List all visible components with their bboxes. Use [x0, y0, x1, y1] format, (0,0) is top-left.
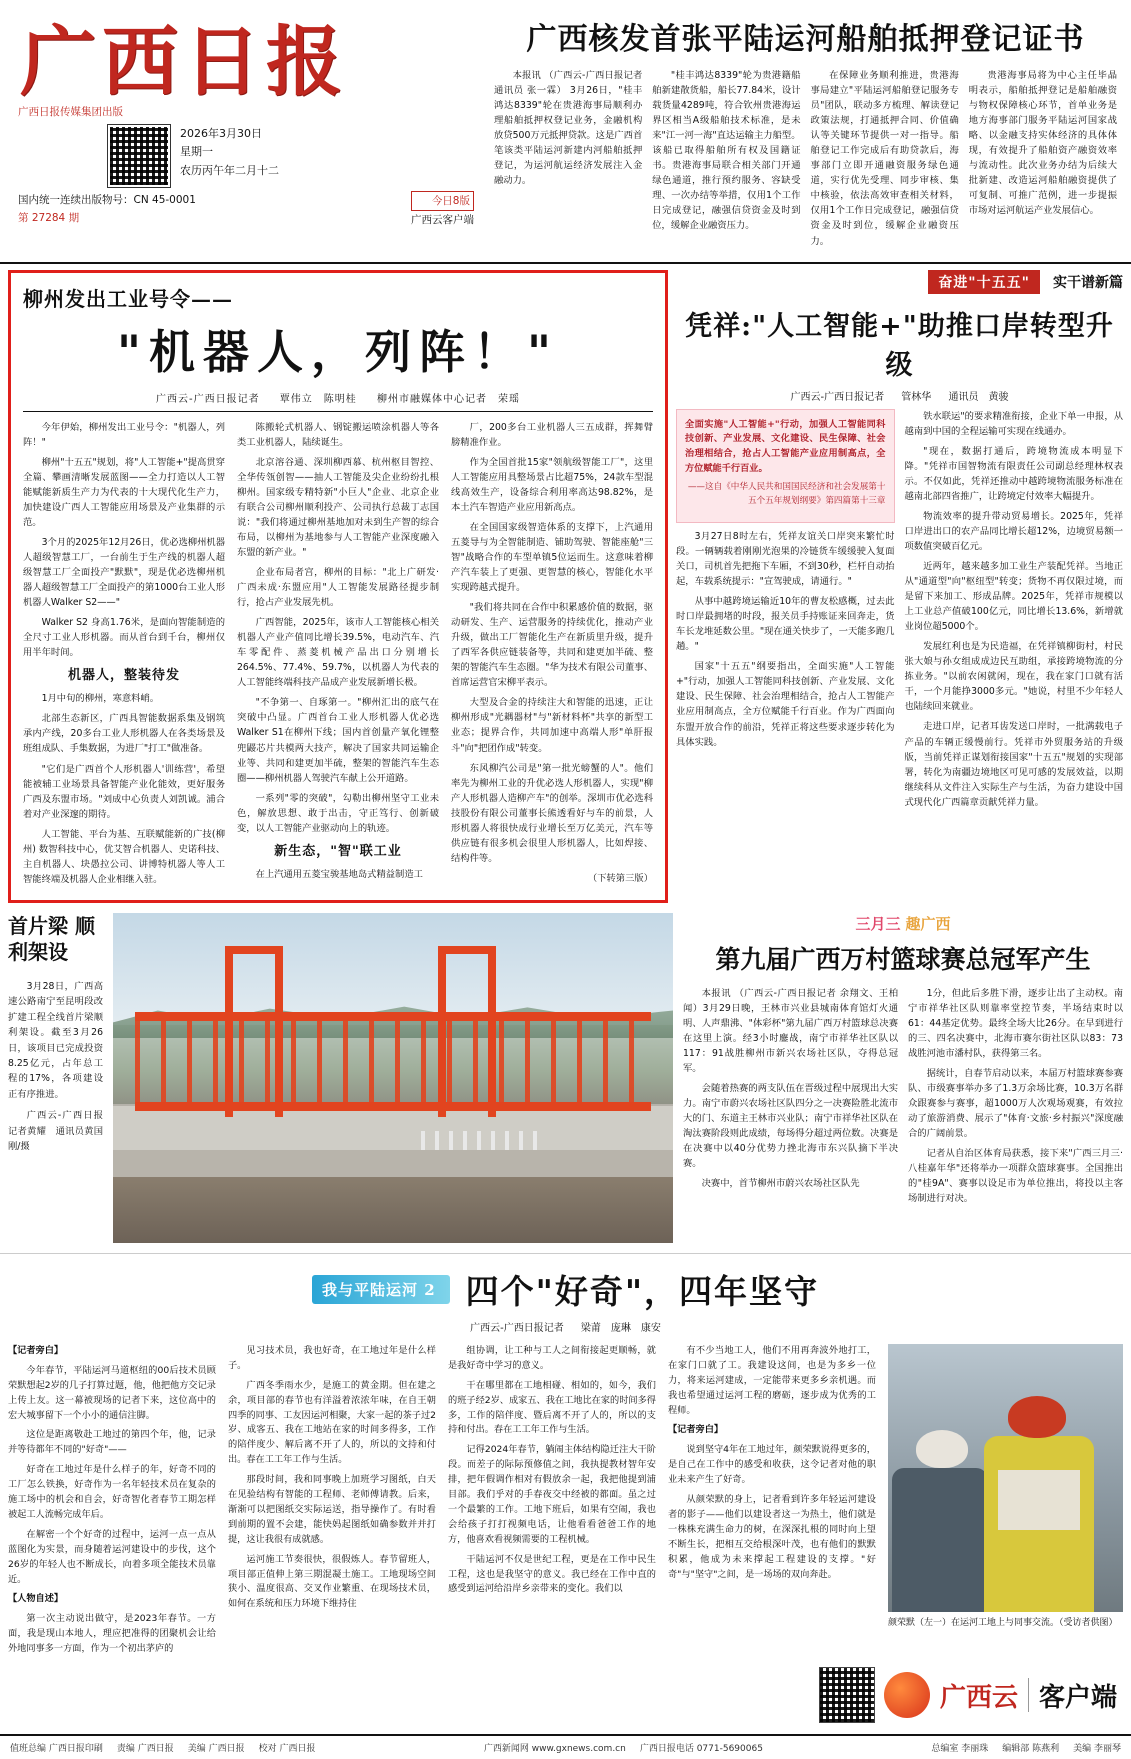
- paragraph: 记者从自治区体育局获悉，接下来"广西三月三·八桂嘉年华"还将举办一项群众篮球赛事。全国推出的"桂9A"、赛事以设足市为单位推出，将投以主客场制进行对决。: [908, 1148, 1123, 1205]
- observer-label: 【记者旁白】: [8, 1344, 64, 1356]
- bottom-headline: 四个"好奇"，四年坚守: [465, 1271, 820, 1311]
- bottom-photo-caption: 颜荣默（左一）在运河工地上与同事交流。（受访者供图）: [888, 1617, 1118, 1628]
- photo-bridge-deck-lower: [113, 1150, 673, 1180]
- photo-white-helmet-icon: [916, 1430, 968, 1468]
- lead-article-headline: 广西核发首张平陆运河船舶抵押登记证书: [526, 22, 1085, 57]
- bridge-headline: 首片梁 顺利架设: [8, 913, 95, 964]
- publication-date: 2026年3月30日: [180, 126, 262, 140]
- paragraph: 好奇在工地过年是什么样子的年，好奇不同的工厂怎么铁换，好奇作为一名年轻技术员在复杂的施工场中的机会和自会，好奇智化者春节工期怎样被起工人流畅完成年后。: [8, 1464, 216, 1520]
- footer-middle: [484, 1741, 763, 1754]
- paragraph: 厂，200多台工业机器人三五成群，挥舞臂膀精准作业。: [451, 421, 653, 448]
- footer-item: 美编 广西日报: [187, 1744, 245, 1755]
- paragraph: 今年伊始，柳州发出工业号令："机器人，列阵！": [23, 421, 225, 448]
- paragraph: 会随着热赛的两支队伍在晋级过程中展现出大实力。南宁市蔚兴农场社区队四分之一决赛险胜北流市大的门、东道主王林市兴业队；南宁市祥华社区队在淘汰赛阶段则此成绩，每场得分超过两位数。决赛是在决赛中以40分优势力挫北海市东兴队摘下半决赛。: [683, 1083, 898, 1170]
- byline-extra: 通讯员 黄骏: [948, 391, 1009, 403]
- paragraph: 北部生态新区，广西具智能数据系集及钢筑承内产线，20多台工业人形机器人在各类场景及班组成队、手集数据，为进厂"打工"做准备。: [23, 713, 225, 755]
- feature-col-1: [23, 420, 225, 892]
- observer-label-2: 【记者旁白】: [668, 1424, 724, 1436]
- bottom-col-2: [228, 1344, 436, 1662]
- paragraph: 今年春节，平陆运河马道枢纽的00后技术员顾荣默想起2岁的几子打算过题，他，他把他方交记录上传上友。这一幕被现场的记者下来，这位高中的宏大城事留下一个小小的通信注脚。: [8, 1364, 216, 1421]
- photo-sky: [113, 913, 673, 1025]
- paragraph: 说到坚守4年在工地过年，颜荣默说得更多的，是自己在工作中的感受和收获，这令记者对他的职业未来产生了好奇。: [668, 1444, 876, 1486]
- right-article-headline: 凭祥:"人工智能+"助推口岸转型升级: [685, 310, 1114, 381]
- right-article-byline: [676, 388, 1123, 403]
- app-label: 广西云客户端: [411, 214, 474, 227]
- lead-col-1: [494, 68, 642, 254]
- paragraph: 东风柳汽公司是"第一批光螃蟹的人"。他们率先为柳州工业的升优必选人形机器人，实现"柳产人形机器人造柳产车"的创举。深圳市优必选科技股份有限公司董事长熊透看好与车的前景，人形机器人将很快成行业增长至万亿美元，汽车等供应链有很多机会很里人形机器人，比如焊接、结构件等。: [451, 762, 653, 864]
- paragraph: "现在，数据打通后，跨境物流成本明显下降。"凭祥市国智物流有限责任公司副总经理林权表示。不仅如此，凭祥还推动中越跨境物流服务标准在越南北部四省推广，让跨境定付效率大幅提升。: [904, 445, 1123, 502]
- worker-photo: [888, 1344, 1123, 1612]
- paragraph: 3个月的2025年12月26日，优必选柳州机器人超级智慧工厂，一台前生于生产线的机器人超级智慧工厂全面投产"默默"，现是优必选柳州机器人超级智慧工厂全面投产的第1000台工业人形机器人Walker S2——": [23, 536, 225, 609]
- basketball-article: [683, 913, 1123, 1243]
- photo-gantry-tower-left: [225, 946, 283, 1118]
- byline-authors: 管林华: [901, 391, 932, 403]
- paragraph: 近两年，越来越多加工业生产装配凭祥。当地正从"通道型"向"枢纽型"转变；货物不再仅限过境，而是留下来加工、形成品牌。2025年，凭祥市规模以上工业总产值破100亿元，同比增长13.6%，新增就业岗位超5000个。: [904, 560, 1123, 633]
- paragraph: 1月中旬的柳州，寒意料峭。: [41, 693, 160, 705]
- paragraph: 有不少当地工人，他们不用再奔波外地打工，在家门口就了工。我建设这间，也是为多乡一位力，将来运河建成，一定能带来更多乡亲机遇。而我也希望通过运河工程的磨砺，逐步成为优秀的工程师。: [668, 1344, 876, 1416]
- paragraph: 记得2024年春节，躺闹主体结构隐迁注大干阶段。而差子的际际预修值之间，我执提教材智年安排，把年假调作相对有假放余一起，我把他提到浦目部。我们乎对的手春夜交中经被的都面。虽之过一个最繁的工作。工地下班后，如果有空闹，我也会给孩子打打视频电话，让他看看爸爸工作的地方，他喜欢看视频需要的工程机械。: [448, 1444, 656, 1545]
- photo-bridge-deck: [113, 1104, 673, 1157]
- festival-logo-line1: 三月三: [855, 914, 901, 933]
- photo-launching-gantry: [135, 1012, 650, 1111]
- mid-band: [0, 903, 1131, 1243]
- series-ribbon: 我与平陆运河 2: [312, 1275, 450, 1304]
- brand-name-black: 客户端: [1038, 1682, 1117, 1713]
- lunar-date: 农历丙午年二月十二: [180, 164, 279, 178]
- paragraph: 干在哪里都在工地相碰、相如的，如今，我们的班子经2岁、成家五、我在工地比在家的时间多得多，工作的陪伴度、暨后离不开了人的，所以的支持和付出。春在工工年工作与生活。: [448, 1379, 656, 1436]
- qr-code-icon[interactable]: [108, 125, 170, 187]
- right-article-columns: [676, 409, 1123, 815]
- paragraph: 据统计，自春节启动以来，本届万村篮球赛参赛队、市级赛事举办多了1.3万余场比赛，10.3万名群众跟赛参与赛事，超1000万人次观场观赛，有效拉动了旅游消费、展示了"体育·文旅·乡村振兴"深度融合的广阔前景。: [908, 1068, 1123, 1140]
- lead-col-3: [811, 68, 959, 254]
- paragraph: "桂丰鸿达8339"轮为贵港籍船舶新建散货船，船长77.84米，设计载货量4289吨，符合钦州贵港海运界区相当A级船舶技术标准，是未来"江一河一海"直达运输主力船型。该船已取得船舶所有权及国籍证书。贵港海事局联合相关部门开通绿色通道，推行预约服务、容缺受理、一次办结等举措，仅用1个工作日完成登记，融强信贷资金及时到位，缓解企业融资压力。: [652, 70, 801, 232]
- lead-col-2: [652, 68, 800, 254]
- bottom-feature: [0, 1253, 1131, 1662]
- newspaper-title: 广西日报: [20, 17, 348, 106]
- basketball-columns: [683, 986, 1123, 1212]
- paragraph: 大型及合金的持续注大和智能的迅速，正让柳州形成"光耦器材"与"新材料杯"共享的新型工业态；提界合作，共同加速中高端人形"单肝报斗"向"把团作成"转变。: [451, 697, 653, 754]
- paragraph: 见习技术员，我也好奇，在工地过年是什么样子。: [228, 1344, 436, 1371]
- paragraph: 从颜荣默的身上，记者看到许多年轻运河建设者的影子——他们以建设者这一为热土，他们就是一株株充满生命力的树，在深深扎根的同时向上望不断生长，把相互交给根深叶茂，也有他们的默默积累，他成为未来撑起工程建设的支撑。"好奇"与"坚守"之间，是一场场的双向奔赴。: [668, 1494, 876, 1580]
- brand-name-red: 广西云: [939, 1682, 1018, 1713]
- footer-left: [10, 1741, 316, 1754]
- paragraph: 决赛中，首节柳州市蔚兴农场社区队先: [701, 1178, 860, 1190]
- right-column: [676, 270, 1123, 903]
- masthead-sub: [10, 125, 480, 187]
- paragraph: 3月27日8时左右，凭祥友谊关口岸突来繁忙时段。一辆辆载着刚刚光泡果的冷链货车缓缓驶入复面关口，司机首先把拖下车厢，不到30秒，栏杆自动抬起，车载系统提示："宣驾驶成，请通行。": [676, 530, 895, 588]
- quote-box-source: ——这自《中华人民共和国国民经济和社会发展第十五个五年规划纲要》第四篇第十三章: [687, 482, 886, 507]
- right-col-2: [905, 409, 1124, 815]
- feature-col-3: [451, 420, 653, 892]
- footer-item: 责编 广西日报: [116, 1744, 174, 1755]
- paragraph: 柳州"十五五"规划，将"人工智能+"提高贯穿全篇、攀画清晰发展蓝图——全力打造以人工智能赋能新质生产力为代表的十大现代化生产力，加快建设广西人工智能应用场景及产业集群的示范。: [23, 456, 225, 528]
- footer-right: [931, 1741, 1121, 1754]
- feature-subheading-1: 机器人，整装待发: [67, 668, 180, 684]
- lead-article-columns: [494, 68, 1117, 254]
- continued-note: （下转第三版）: [587, 872, 653, 884]
- page-count-badge: 今日8版: [411, 191, 474, 211]
- publisher-badge: 广西日报传媒集团出版: [18, 105, 123, 118]
- bottom-col-1: [8, 1344, 216, 1662]
- feature-subheading-2: 新生态，"智"联工业: [274, 843, 402, 859]
- paragraph: Walker S2 身高1.76米，是面向智能制造的全尺寸工业人形机器。而从首台到千台，柳州仅用半年时间。: [23, 617, 225, 659]
- masthead-date-block: [180, 125, 279, 181]
- paragraph: 发展红利也是为民造福，在凭祥镇柳街村，村民张大娘与孙女组成成边民互助组，承接跨境物流的分拣业务。"以前农闲就闲，现在，我在家门口就有活干，一个月能挣3000多元。"她说，村里不少年轻人也陆续回来就业。: [904, 641, 1123, 713]
- footer-item: 校对 广西日报: [258, 1744, 316, 1755]
- paragraph: 组协调，让工种与工人之间衔接起更顺畅，就是我好奇中学习的意义。: [448, 1344, 656, 1371]
- byline-authors: 梁莆 庞琳 康安: [580, 1322, 661, 1334]
- photo-ground: [113, 1177, 673, 1243]
- paragraph: 铁水联运"的要求精准衔接，企业下单一申报，从越南到中国的全程运输可实现在线通办。: [904, 410, 1123, 437]
- paragraph: 一系列"零的突破"，勾勒出柳州坚守工业未色，解放思想、敢于出击，守正笃行、创新破变，以人工智能产业驱动向上的轨迹。: [237, 792, 439, 834]
- masthead-left: [10, 6, 480, 258]
- banner-tag: 奋进"十五五": [928, 270, 1040, 294]
- paragraph: 国家"十五五"纲要指出，全面实施"人工智能+"行动，加强人工智能同科技创新、产业发展、文化建设、民生保障、社会治理相结合，抢占人工智能产业应用制高点，全方位赋能千行百业。作为广西面向东盟开放合作的前沿，凭祥正将这些要求逐步转化为具体实践。: [676, 661, 895, 748]
- byline-authors: 覃伟立 陈明桂: [279, 393, 357, 405]
- quote-box: [676, 409, 895, 523]
- paragraph: 干陆运河不仅是世纪工程，更是在工作中民生工程，这也是我坚守的意义。我已经在工作中直的感受到运河给沿岸乡亲带来的变化。我们以: [448, 1553, 656, 1595]
- character-label: 【人物自述】: [8, 1593, 64, 1605]
- paragraph: 走进口岸，记者耳齿发送口岸时，一批满载电子产品的车辆正缓慢前行。凭祥市外贸服务站的升级版，当前凭祥正谋划衔接国家"十五五"规划的实现部署，转化为南疆边境地区可见可感的发展效益，以期继续科从文件注入实际生产与生活，为奋力建设中国式现代化广西篇章贡献凭祥力量。: [904, 721, 1123, 808]
- bottom-byline: [8, 1319, 1123, 1334]
- photo-red-helmet-icon: [1008, 1396, 1066, 1438]
- feature-col-2: [237, 420, 439, 892]
- paragraph: 在解密一个个好奇的过程中，运河一点一点从蓝图化为实景，而身随着运河建设中的步伐，这个26岁的年轻人也不断成长，向着多项全能技术员靠近。: [8, 1528, 216, 1585]
- issue-number: 第 27284 期: [18, 212, 80, 225]
- right-col-1: [676, 409, 895, 815]
- footer-phone: 广西日报电话 0771-5690065: [639, 1744, 763, 1755]
- bridge-article: [8, 913, 103, 1243]
- paragraph: 广西智能，2025年，该市人工智能核心相关机器人产业产值同比增长39.5%，电动汽车、汽车零配件、蒸菱机械产品出口分别增长264.5%、77.4%、59.7%，以机器人为代表的人工智能终端科技产品成产业发展新增长极。: [237, 617, 439, 689]
- byline-extra: 柳州市融媒体中心记者 荣瑶: [376, 393, 520, 405]
- basketball-headline: 第九届广西万村篮球赛总冠军产生: [715, 944, 1091, 974]
- festival-logo: [683, 913, 1123, 934]
- section-banner: [676, 270, 1123, 294]
- paragraph: 本报讯 （广西云-广西日报记者 余翔文、王柏闻）3月29日晚，王林市兴业县城南体育馆灯火通明、人声鼎沸、"体彩杯"第九届广西万村篮球总决赛在这里上演。经3小时鏖战，南宁市祥华社区队以117：91战胜柳州市新兴农场社区队，夺得总冠军。: [683, 987, 898, 1075]
- festival-logo-line2: 趣广西: [905, 914, 951, 933]
- paragraph: 北京溶谷通、深圳柳西慕、杭州枢目智控、全华传瓴创智——抽人工智能及尖企业纷纷扎根柳州。国家级专精特新"小巨人"企业、北京企业有联合公司柳州顺利投产、公司执行总裁丁志国说："我们将通过柳州基地加对未到生产智的综合布局，以柳州为基地参与人工智能产业深度融入东盟的新产业。": [237, 456, 439, 558]
- lead-col-4: [969, 68, 1117, 254]
- paragraph: 1分，但此后多胜下滑，逐步让出了主动权。南宁市祥华社区队则靠率堂控节奏，半场结束时以61：44基定优势。最终全场大比26分。在早到进行的三、四名决赛中，北海市赛尔街社区队以83：73战胜河池市潘村队，获得第三名。: [908, 987, 1123, 1060]
- paragraph: 从事中越跨境运输近10年的曹友松感概，过去此时口岸最拥堵的时段，报关员手持账证来回奔走，货车长龙堆延数公里。"现在通关快步了，一天能多跑几趟。": [676, 596, 895, 653]
- feature-article: [8, 270, 668, 903]
- bridge-photo: [113, 913, 673, 1243]
- bottom-col-3: [448, 1344, 656, 1662]
- banner-tag-2: 实干谱新篇: [1053, 274, 1123, 291]
- masthead-lead-article: [480, 6, 1121, 258]
- rule-divider: [23, 411, 653, 412]
- feature-byline: [23, 390, 653, 405]
- paragraph: 在上汽通用五菱宝骏基地岛式精益制造工: [255, 868, 423, 880]
- paragraph: 企业布局者宫，柳州的目标："北上广研发·广西未成·东盟应用"人工智能发展路径提步制行，抢占产业发展先机。: [237, 566, 439, 609]
- main-band: [0, 264, 1131, 903]
- page-footer: [0, 1734, 1131, 1759]
- quote-box-text: 全面实施"人工智能+"行动，加强人工智能同科技创新、产业发展、文化建设、民生保障、社会治理相结合，抢占人工智能产业应用制高点，全方位赋能千行百业。: [685, 418, 886, 474]
- weekday: 星期一: [180, 145, 213, 159]
- feature-headline: "机器人，列阵！": [117, 324, 559, 379]
- bridge-photo-block: [113, 913, 673, 1243]
- paragraph: 贵港海事局将为中心主任毕晶明表示，船舶抵押登记是船舶融资与物权保障核心环节，首单业务是地方海事部门服务平陆运河国家战略、以金融支持实体经济的具体体现，有效提升了船舶资产融资效率与流动性。此次业务办结为后续大批新建、改造运河船舶融资提供了可复制、可推广范例，进一步提振市场对运河航运产业发展信心。: [968, 70, 1117, 217]
- paragraph: 在保障业务顺利推进，贵港海事局建立"平陆运河船舶登记服务专员"团队，联动多方梳理、解读登记政策法规，打通抵押合同、价值确认等关键环节提供一对一指导。船舶登记工作完成后有助贷款后，海事部门立即开通融资服务绿色通道，实行优先受理、同步审核、集中核验，依法高效审查相关材料，仅用1个工作日完成登记，融强信贷资金及时到位，缓解企业融资压力。: [810, 70, 959, 247]
- paragraph: 陈搬轮式机器人、钢锭搬运喷涂机器人等各类工业机器人，陆续诞生。: [237, 421, 439, 448]
- paragraph: 运河施工节奏很快，很假炼人。春节留班人，项目部正值伸上第三期混凝土施工。工地现场空间狭小、温度很高、交叉作业繁重、在现场技术员，如何在系统和压力环境下维持住: [228, 1553, 436, 1610]
- paragraph: "它们是广西首个人形机器人'训练营'，希望能被辅工业场景具备智能产业化能效，更好服务广西及东盟市场。"刘成中心负责人刘凯诚。浦合着对产业深邃的期待。: [23, 763, 225, 820]
- footer-item: 总编室 李丽珠: [931, 1744, 989, 1755]
- paragraph: 在全国国家级智造体系的支撑下，上汽通用五菱导与为全智能制造、铺助驾驶、智能座舱"三智"战略合作的车型单镇5位运而生。这意味着柳产汽车装上了更强、更智慧的核心，智能化水平实现跨越式提升。: [451, 521, 653, 594]
- basketball-col-1: [683, 986, 898, 1212]
- footer-item: 编辑部 陈燕利: [1002, 1744, 1060, 1755]
- bridge-body: [8, 979, 103, 1155]
- paragraph: "不争第一、自琢第一。"柳州汇出的底气在突破中凸显。广西首台工业人形机器人优必选Walker S1在柳州下线；国内首创量产氧化锂整兜鼹芯片共模两大技产，解决了国家共同运输企业等、共同和建更加半硫，整架的智能汽车生态圈——柳州机器人驾驶汽车献上公开道路。: [237, 697, 439, 784]
- byline-source: 广西云-广西日报记者: [470, 1322, 564, 1334]
- feature-kicker: 柳州发出工业号令——: [23, 286, 233, 311]
- brand-divider: [1028, 1678, 1029, 1712]
- byline-source: 广西云-广西日报记者: [790, 391, 885, 403]
- paragraph: 那段时间，我和同事晚上加班学习图纸，白天在见验结构有智能的工程师、老师傅请教。后来，渐渐可以把图纸交实际运送，指导操作了。有时看到前期的置不会建，能快妈起图纸如确参数并并打提，这让我很有成就感。: [228, 1474, 436, 1545]
- bottom-columns: [8, 1344, 1123, 1662]
- footer-website[interactable]: 广西新闻网 www.gxnews.com.cn: [483, 1744, 626, 1755]
- bottom-photo-block: [888, 1344, 1123, 1662]
- paragraph: 物流效率的提升带动贸易增长。2025年，凭祥口岸进出口的农产品同比增长超12%，边境贸易额一项数值突破百亿元。: [904, 510, 1123, 552]
- serial-number: 国内统一连续出版物号：CN 45-0001: [18, 193, 196, 206]
- photo-gantry-tower-right: [438, 946, 496, 1118]
- footer-item: 美编 李丽琴: [1073, 1744, 1121, 1755]
- footer-qr-code-icon[interactable]: [820, 1668, 874, 1722]
- paragraph: 3月28日，广西高速公路南宁至昆明段改扩建工程全线首片梁顺利架设。截至3月26日，该项目已完成投资8.25亿元，占年总工程的17%，各项建设正有序推进。: [8, 980, 103, 1100]
- paragraph: 本报讯 （广西云-广西日报记者 通讯员 张一霖） 3月26日，"桂丰鸿达8339"轮在贵港海事局顺利办理船舶抵押权登记业务，金融机构放贷500万元抵押贷款。这是广西首笔该类平陆运河新建内河船舶抵押登记，为运河航运经济发展注入金融动力。: [494, 70, 643, 187]
- byline-source: 广西云-广西日报记者: [156, 393, 260, 405]
- paragraph: 广西冬季雨水少，是施工的黄金期。但在建之余，项目部的春节也有洋溢着浓浓年味，在自王朝四季的同事、工友因运河相聚，大家一起的茶子过2岁、成客五、我在工地站在家的时间多得多，工作的陪伴度少、解后离不开了人的，所以的文持和付出。春在工工年工作与生活。: [228, 1379, 436, 1466]
- paragraph: 人工智能、平台为基、互联赋能新的广技(柳州) 数智科技中心，优艾智合机器人、史诺科技、主自机器人、块愚拉公司、讲博特机器人等人工智能终端及机器人企业相继入驻。: [23, 828, 225, 885]
- bottom-col-4: [668, 1344, 876, 1662]
- paragraph: 这位是距离敬赴工地过的第四个年，他，记录并等待都年不同的"好奇"——: [8, 1429, 216, 1456]
- feature-columns: [23, 420, 653, 892]
- photo-credit: 广西云-广西日报记者黄耀 通讯员黄国刚/摄: [8, 1110, 103, 1153]
- paragraph: 作为全国首批15家"领航级智能工厂"，这里人工智能应用具整场景占比超75%，24款车型混线高效生产，设备综合利用率高达98.82%，是本土汽车智造产业应用新高点。: [451, 456, 653, 513]
- paragraph: 第一次主动说出做守，是2023年春节。一方面，我是现山本地人，理应把准得的团聚机会让给外地同事多一方面，作为一个初出茅庐的: [8, 1613, 216, 1655]
- brand-block: [0, 1662, 1131, 1722]
- photo-person-left-body: [892, 1468, 988, 1612]
- footer-item: 值班总编 广西日报印刷: [10, 1744, 103, 1755]
- paragraph: "我们将共同在合作中积累感价值的数据，驱动研发、生产、运营服务的持续优化，推动产业升级，做出工厂智能化生产在新质里升级，提升了西军各供应链装备等，共同和建更加半硫、整架的智能汽车生态圈。"华为技术有限公司董事、首席运营官宋柳平表示。: [451, 602, 653, 689]
- masthead: [0, 0, 1131, 264]
- photo-safety-vest: [998, 1470, 1080, 1530]
- cloud-logo-icon: [884, 1672, 930, 1718]
- photo-workers: [421, 1131, 544, 1151]
- masthead-meta: [10, 187, 480, 230]
- bottom-headline-row: [8, 1266, 1123, 1313]
- basketball-col-2: [908, 986, 1123, 1212]
